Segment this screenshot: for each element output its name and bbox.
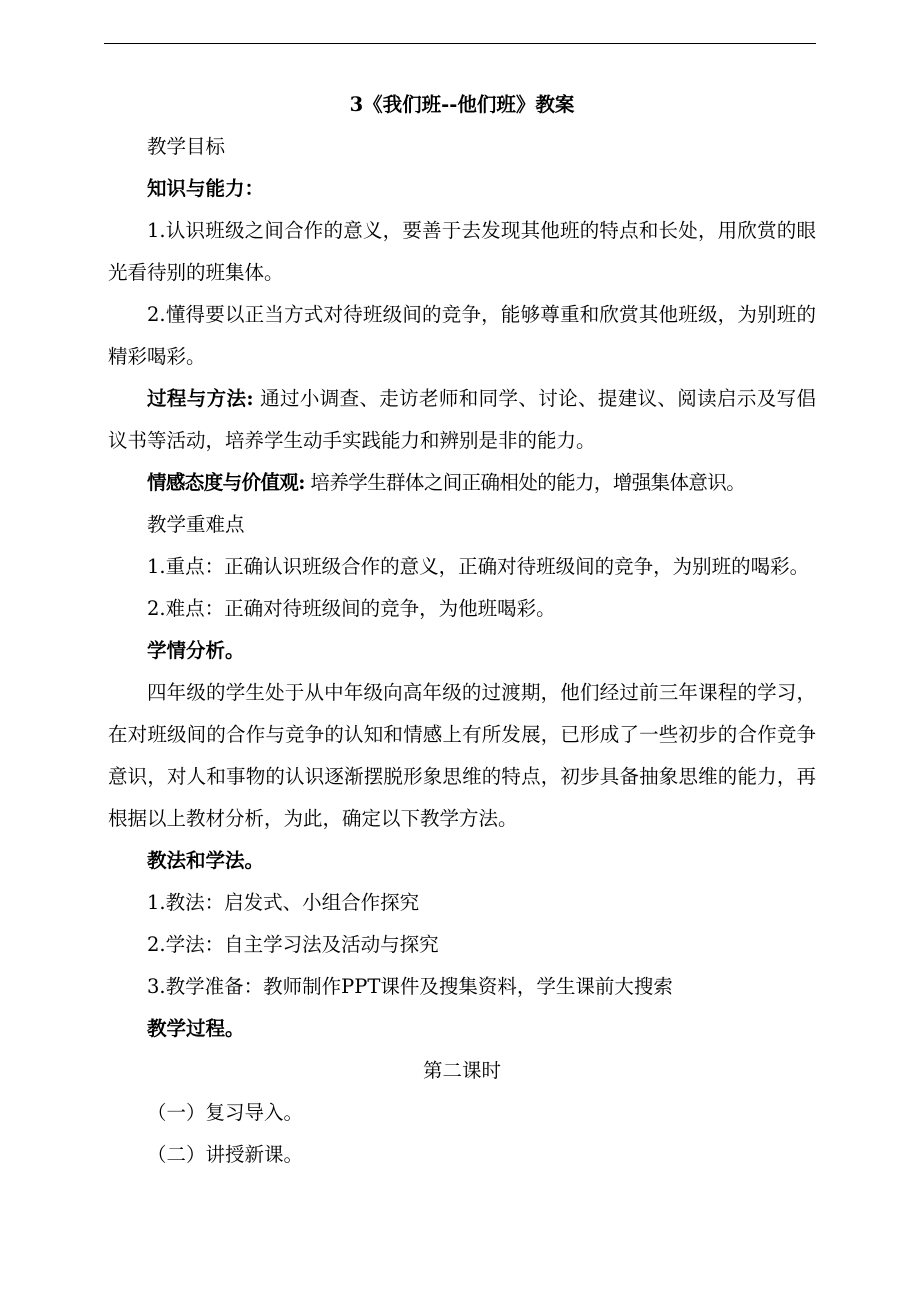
- process-paragraph: [108, 378, 816, 462]
- method-item-2: 2.学法：自主学习法及活动与探究: [147, 933, 439, 956]
- knowledge-heading: [108, 168, 816, 210]
- lesson-label: 第二课时: [422, 1059, 501, 1082]
- keypoint-item-1: 1.重点：正确认识班级合作的意义，正确对待班级间的竞争，为别班的喝彩。: [147, 555, 810, 578]
- keypoints-heading: 教学重难点: [147, 513, 245, 536]
- emotion-label: 情感态度与价值观:: [147, 471, 305, 494]
- keypoint-item-2: 2.难点：正确对待班级间的竞争，为他班喝彩。: [147, 597, 556, 620]
- knowledge-label: 知识与能力：: [147, 177, 265, 200]
- analysis-paragraph: 四年级的学生处于从中年级向高年级的过渡期，他们经过前三年课程的学习，在对班级间的合作与竞争的认知和情感上有所发展，已形成了一些初步的合作竞争意识，对人和事物的认识逐渐摆脱形象思维的特点，初步具备抽象思维的能力，再根据以上教材分析，为此，确定以下教学方法。: [108, 681, 816, 830]
- method-item-1: 1.教法：启发式、小组合作探究: [147, 891, 420, 914]
- process-text: 通过小调查、走访老师和同学、讨论、提建议、阅读启示及写倡议书等活动，培养学生动手实践能力和辨别是非的能力。: [108, 387, 816, 452]
- procedure-heading-text: 教学过程。: [147, 1017, 245, 1040]
- procedure-heading: [108, 1008, 816, 1050]
- methods-heading-text: 教法和学法。: [147, 849, 265, 872]
- method-item-3: 3.教学准备：教师制作PPT课件及搜集资料，学生课前大搜索: [147, 975, 673, 998]
- methods-heading: [108, 840, 816, 882]
- emotion-text: 培养学生群体之间正确相处的能力，增强集体意识。: [310, 471, 746, 494]
- analysis-heading-text: 学情分析。: [147, 639, 245, 662]
- analysis-heading: [108, 630, 816, 672]
- knowledge-item-2: 2.懂得要以正当方式对待班级间的竞争，能够尊重和欣赏其他班级，为别班的精彩喝彩。: [108, 303, 816, 368]
- objectives-heading: 教学目标: [147, 135, 226, 158]
- emotion-paragraph: [108, 462, 816, 504]
- process-label: 过程与方法:: [147, 387, 254, 410]
- procedure-step-1: （一）复习导入。: [147, 1101, 304, 1124]
- document-body: [108, 84, 816, 1176]
- knowledge-item-1: 1.认识班级之间合作的意义，要善于去发现其他班的特点和长处，用欣赏的眼光看待别的班集体。: [108, 219, 816, 284]
- procedure-step-2: （二）讲授新课。: [147, 1143, 304, 1166]
- header-rule: [104, 43, 816, 44]
- document-title: 3《我们班--他们班》教案: [349, 93, 575, 116]
